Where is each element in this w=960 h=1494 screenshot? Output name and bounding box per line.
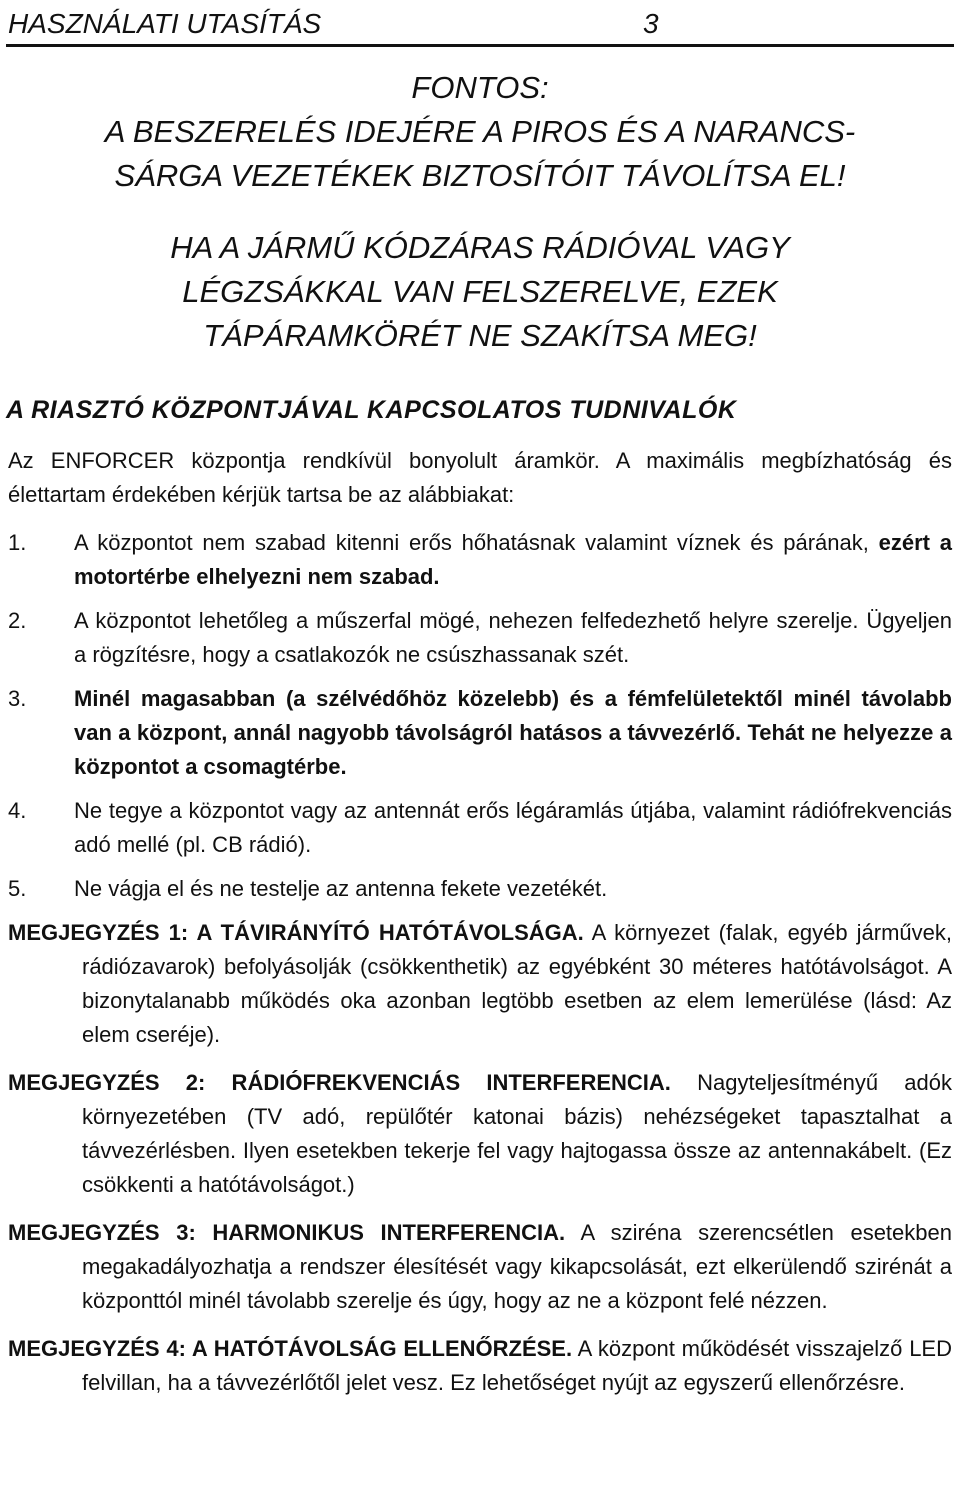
list-item bbox=[8, 794, 952, 862]
item-emphasis: ezért a motortérbe elhelyezni nem szabad. bbox=[74, 530, 952, 589]
list-item bbox=[8, 872, 952, 906]
item-text: Ne vágja el és ne testelje az antenna fekete vezetékét. bbox=[74, 876, 608, 901]
note-2 bbox=[8, 1066, 952, 1202]
header-title: HASZNÁLATI UTASÍTÁS bbox=[8, 8, 322, 39]
list-item-number: 4. bbox=[8, 798, 27, 823]
note-label: MEGJEGYZÉS 2: RÁDIÓFREKVENCIÁS INTERFERENCIA. bbox=[8, 1070, 671, 1095]
list-item bbox=[8, 682, 952, 784]
list-item bbox=[8, 604, 952, 672]
list-item-text bbox=[74, 872, 952, 906]
note-3 bbox=[8, 1216, 952, 1318]
item-text: A központot nem szabad kitenni erős hőhatásnak valamint víznek és párának, bbox=[74, 530, 879, 555]
important-line: SÁRGA VEZETÉKEK BIZTOSÍTÓIT TÁVOLÍTSA EL! bbox=[114, 158, 846, 193]
important-line: TÁPÁRAMKÖRÉT NE SZAKÍTSA MEG! bbox=[203, 318, 757, 353]
list-item-number: 1. bbox=[8, 530, 27, 555]
section-content bbox=[8, 444, 952, 1414]
note-text: A központ működését visszajelző LED felvillan, ha a távvezérlőtől jelet vesz. Ez lehetőséget nyújt az egyszerű ellenőrzésre. bbox=[82, 1336, 952, 1395]
note-label: MEGJEGYZÉS 4: A HATÓTÁVOLSÁG ELLENŐRZÉSE. bbox=[8, 1336, 573, 1361]
important-line: LÉGZSÁKKAL VAN FELSZERELVE, EZEK bbox=[182, 274, 778, 309]
note-label: MEGJEGYZÉS 1: A TÁVIRÁNYÍTÓ HATÓTÁVOLSÁGA. bbox=[8, 920, 584, 945]
list-item-text bbox=[74, 604, 952, 672]
note-4 bbox=[8, 1332, 952, 1400]
important-line: FONTOS: bbox=[411, 70, 549, 105]
list-item-text bbox=[74, 526, 952, 594]
note-1 bbox=[8, 916, 952, 1052]
section-intro: Az ENFORCER központja rendkívül bonyolult áramkör. A maximális megbízhatóság és élettartam érdekében kérjük tartsa be az alábbiakat: bbox=[8, 448, 952, 507]
list-item bbox=[8, 526, 952, 594]
list-item-number: 3. bbox=[8, 686, 27, 711]
item-text: Ne tegye a központot vagy az antennát erős légáramlás útjába, valamint rádiófrekvenciás adó mellé (pl. CB rádió). bbox=[74, 798, 952, 857]
note-text: Nagyteljesítményű adók környezetében (TV adó, repülőtér katonai bázis) nehézségeket tapasztalhat a távvezérlésben. Ilyen esetekben tekerje fel vagy hajtogassa össze az antennakábelt. (Ez csökkenti a hatótávolságot.) bbox=[82, 1070, 952, 1197]
page-header bbox=[6, 4, 954, 47]
list-item-number: 5. bbox=[8, 876, 27, 901]
list-item-number: 2. bbox=[8, 608, 27, 633]
note-text: A sziréna szerencsétlen esetekben megakadályozhatja a rendszer élesítését vagy kikapcsolását, ezt elkerülendő szirénát a központtól minél távolabb szerelje és úgy, hogy az ne a központ felé nézzen. bbox=[82, 1220, 952, 1313]
item-emphasis: Minél magasabban (a szélvédőhöz közelebb) és a fémfelületektől minél távolabb van a központ, annál nagyobb távolságról hatásos a távvezérlő. Tehát ne helyezze a központot a csomagtérbe. bbox=[74, 686, 952, 779]
section-heading: A RIASZTÓ KÖZPONTJÁVAL KAPCSOLATOS TUDNIVALÓK bbox=[6, 396, 737, 424]
list-item-text bbox=[74, 794, 952, 862]
important-line: A BESZERELÉS IDEJÉRE A PIROS ÉS A NARANCS- bbox=[104, 114, 856, 149]
important-line: HA A JÁRMŰ KÓDZÁRAS RÁDIÓVAL VAGY bbox=[170, 230, 790, 265]
note-text: A környezet (falak, egyéb járművek, rádiózavarok) befolyásolják (csökkenthetik) az egyébként 30 méteres hatótávolságot. A bizonytalanabb működés oka azonban legtöbb esetben az elem lemerülése (lásd: Az elem cseréje). bbox=[82, 920, 952, 1047]
important-notice bbox=[0, 66, 960, 358]
note-label: MEGJEGYZÉS 3: HARMONIKUS INTERFERENCIA. bbox=[8, 1220, 566, 1245]
list-item-text bbox=[74, 682, 952, 784]
item-text: A központot lehetőleg a műszerfal mögé, nehezen felfedezhető helyre szerelje. Ügyeljen a rögzítésre, hogy a csatlakozók ne csúszhassanak szét. bbox=[74, 608, 952, 667]
page-number: 3 bbox=[643, 8, 659, 39]
